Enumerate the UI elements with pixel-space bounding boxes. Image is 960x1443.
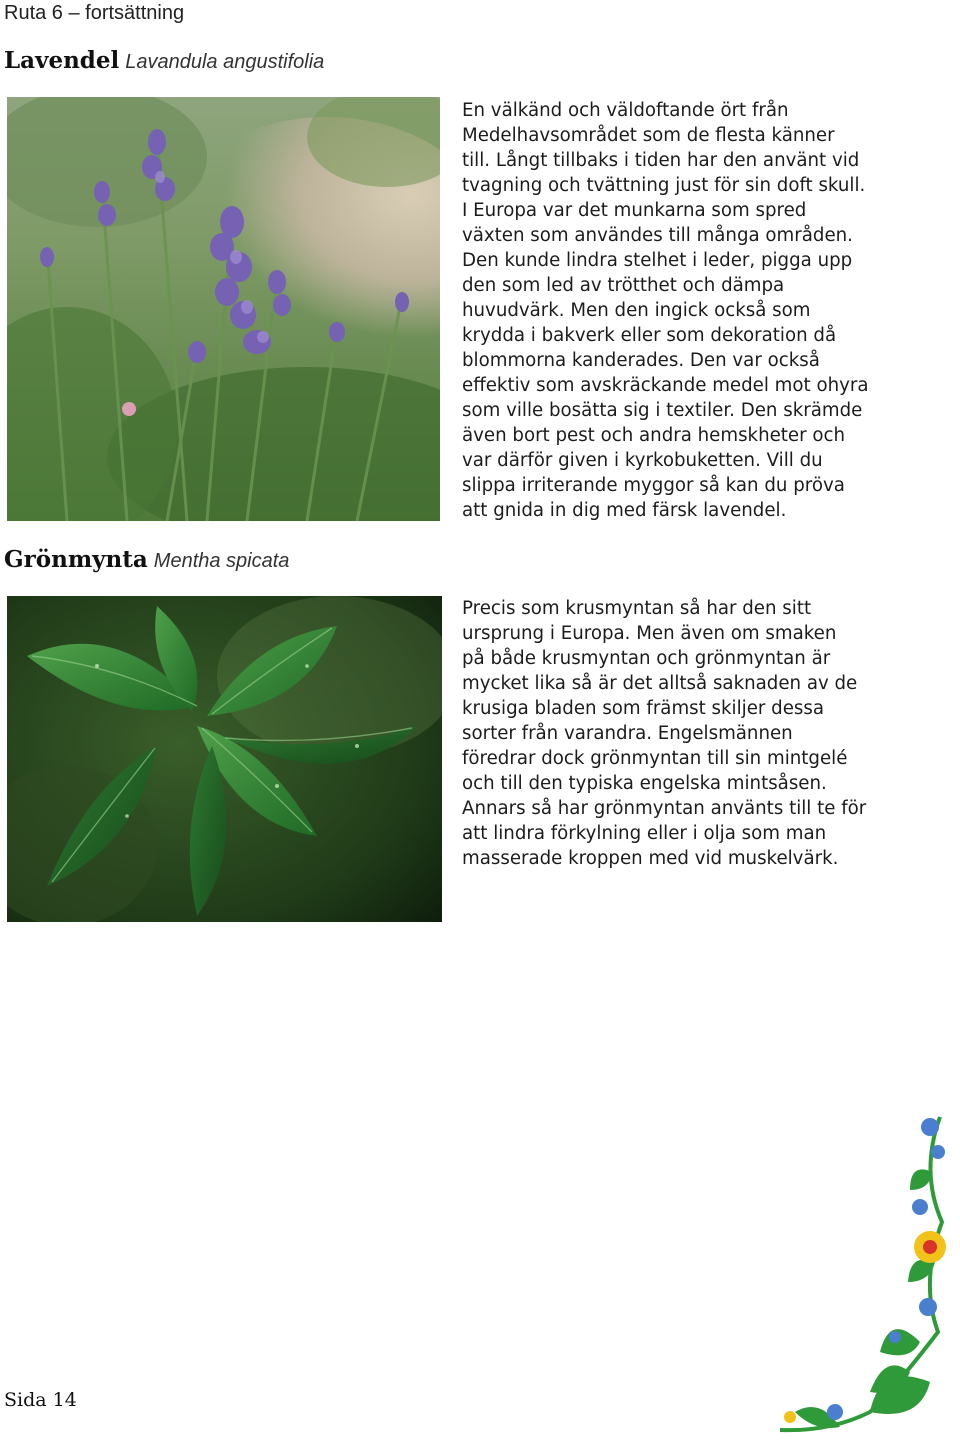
text-line: Medelhavsområdet som de flesta känner — [462, 125, 835, 146]
mint-plant-photo — [7, 596, 442, 922]
text-line: effektiv som avskräckande medel mot ohyra — [462, 375, 869, 396]
lavender-plant-photo — [7, 97, 440, 521]
mint-latin-name: Mentha spicata — [153, 550, 290, 572]
text-line: och till den typiska engelska mintsåsen. — [462, 773, 827, 794]
text-line: var därför given i kyrkobuketten. Vill du — [462, 450, 823, 471]
text-line: växten som användes till många områden. — [462, 225, 853, 246]
text-line: Annars så har grönmyntan använts till te för — [462, 798, 867, 819]
text-line: krusiga bladen som främst skiljer dessa — [462, 698, 825, 719]
text-line: på både krusmyntan och grönmyntan är — [462, 648, 831, 669]
lavender-common-name: Lavendel — [4, 47, 120, 74]
text-line: tvagning och tvättning just för sin doft skull. — [462, 175, 866, 196]
text-line: till. Långt tillbaks i tiden har den använt vid — [462, 150, 860, 171]
text-line: blommorna kanderades. Den var också — [462, 350, 820, 371]
text-line: mycket lika så är det alltså saknaden av de — [462, 673, 858, 694]
text-line: Den kunde lindra stelhet i leder, pigga upp — [462, 250, 853, 271]
mint-description — [462, 596, 902, 871]
text-line: I Europa var det munkarna som spred — [462, 200, 807, 221]
page-number: Sida 14 — [4, 1389, 77, 1411]
text-line: att lindra förkylning eller i olja som man — [462, 823, 827, 844]
text-line: En välkänd och väldoftande ört från — [462, 100, 789, 121]
text-line: även bort pest och andra hemskheter och — [462, 425, 846, 446]
floral-corner-ornament — [770, 1112, 955, 1437]
lavender-heading — [4, 46, 324, 78]
lavender-description — [462, 98, 902, 523]
lavender-latin-name: Lavandula angustifolia — [125, 51, 325, 73]
text-line: att gnida in dig med färsk lavendel. — [462, 500, 787, 521]
text-line: sorter från varandra. Engelsmännen — [462, 723, 793, 744]
mint-heading — [4, 545, 289, 577]
running-title: Ruta 6 – fortsättning — [4, 2, 185, 24]
text-line: Precis som krusmyntan så har den sitt — [462, 598, 812, 619]
text-line: krydda i bakverk eller som dekoration då — [462, 325, 837, 346]
text-line: den som led av trötthet och dämpa — [462, 275, 785, 296]
mint-common-name: Grönmynta — [4, 546, 148, 573]
text-line: slippa irriterande myggor så kan du pröva — [462, 475, 845, 496]
text-line: ursprung i Europa. Men även om smaken — [462, 623, 837, 644]
text-line: föredrar dock grönmyntan till sin mintgelé — [462, 748, 848, 769]
text-line: som ville bosätta sig i textiler. Den skrämde — [462, 400, 863, 421]
text-line: huvudvärk. Men den ingick också som — [462, 300, 811, 321]
text-line: masserade kroppen med vid muskelvärk. — [462, 848, 839, 869]
